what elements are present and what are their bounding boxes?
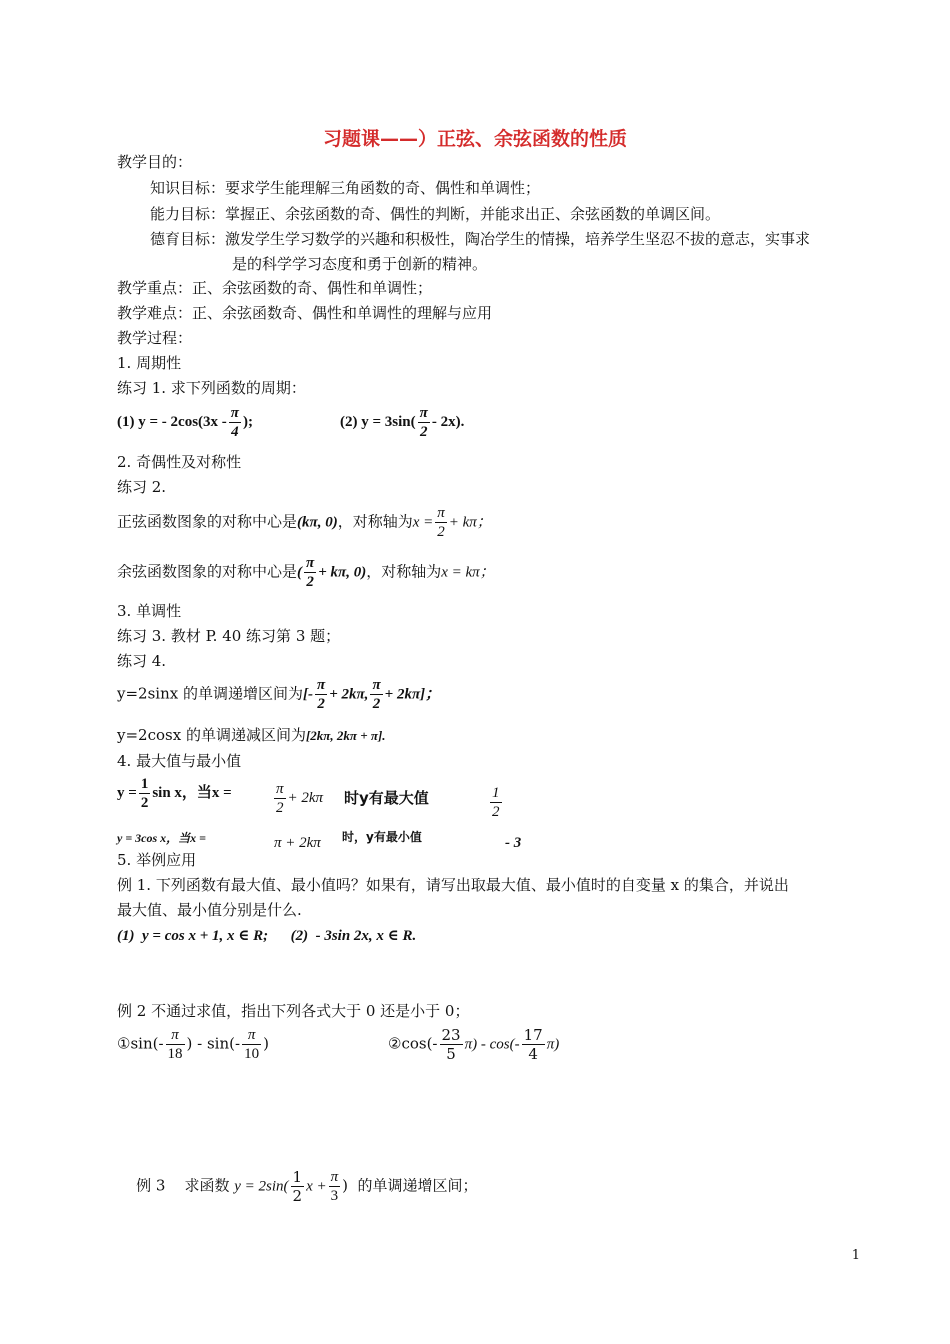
sin-symmetry-line: 正弦函数图象的对称中心是(kπ, 0)，对称轴为x = $\frac{\pi}{2}$ + kπ；: [117, 505, 492, 540]
section-3-heading: 3. 单调性: [117, 602, 182, 620]
section-5-heading: 5. 举例应用: [117, 851, 197, 869]
section-2-heading: 2. 奇偶性及对称性: [117, 453, 242, 471]
page-number: 1: [851, 1248, 860, 1263]
sin-increasing-interval: y=2sinx 的单调递增区间为[- $\frac{\pi}{2}$ + 2kπ, $\frac{\pi}{2}$ + 2kπ]；: [117, 677, 441, 712]
min-value-result: - 3: [505, 835, 522, 851]
max-value-when: 时y有最大值: [344, 789, 429, 807]
page-title: 习题课——）正弦、余弦函数的性质: [322, 128, 627, 150]
process-heading: 教学过程：: [117, 329, 193, 347]
cos-symmetry-line: 余弦函数图象的对称中心是( $\frac{\pi}{2}$ + kπ, 0)，对称轴为x = kπ；: [117, 555, 495, 590]
example-1-formulas: (1) y = cos x + 1, x ∈ R; (2) - 3sin 2x, x ∈ R.: [117, 928, 417, 944]
min-value-row: y = 3cos x，当x =: [117, 831, 206, 845]
example-2: 例 2 不通过求值，指出下列各式大于 0 还是小于 0；: [117, 1002, 470, 1020]
key-points: 教学重点：正、余弦函数的奇、偶性和单调性；: [117, 279, 433, 297]
goal-ability: 能力目标：掌握正、余弦函数的奇、偶性的判断，并能求出正、余弦函数的单调区间。: [150, 205, 721, 223]
exercise-1-formula-2: (2) y = 3sin( $\frac{\pi}{2}$ - 2x).: [340, 405, 465, 440]
difficulty: 教学难点：正、余弦函数奇、偶性和单调性的理解与应用: [117, 304, 493, 322]
min-value-x: π + 2kπ: [274, 835, 321, 851]
example-2-expr-1: ①sin(- $\frac{\pi}{18}$ ) - sin(- $\frac{\pi}{10}$ ): [117, 1027, 269, 1062]
example-3: 例 3 求函数 y = 2sin( $\frac{1}{2}$ x + $\frac{\pi}{3}$ ) 的单调递增区间；: [136, 1168, 478, 1205]
exercise-2: 练习 2.: [117, 478, 167, 496]
cos-decreasing-interval: y=2cosx 的单调递减区间为[2kπ, 2kπ + π].: [117, 726, 386, 744]
example-1-line1: 例 1. 下列函数有最大值、最小值吗？如果有，请写出取最大值、最小值时的自变量 x 的集合，并说出: [117, 876, 789, 894]
goals-heading: 教学目的：: [117, 153, 193, 171]
section-4-heading: 4. 最大值与最小值: [117, 752, 242, 770]
section-1-heading: 1. 周期性: [117, 354, 182, 372]
exercise-1-formula-1: (1) y = - 2cos(3x - $\frac{\pi}{4}$ );: [117, 405, 253, 440]
max-value-x: $\frac{\pi}{2}$ + 2kπ: [276, 781, 324, 816]
max-value-row: y = $\frac{1}{2}$ sin x，当x =: [117, 776, 232, 811]
example-1-line2: 最大值、最小值分别是什么.: [117, 901, 302, 919]
max-value-result: $\frac{1}{2}$: [492, 785, 500, 820]
example-2-expr-2: ②cos(- $\frac{23}{5}$ π) - cos(- $\frac{17}{4}$ π): [388, 1026, 560, 1063]
exercise-4: 练习 4.: [117, 652, 167, 670]
goal-knowledge: 知识目标：要求学生能理解三角函数的奇、偶性和单调性；: [150, 179, 541, 197]
goal-moral-line1: 德育目标：激发学生学习数学的兴趣和积极性，陶冶学生的情操，培养学生坚忍不拔的意志，实事求: [150, 230, 811, 248]
min-value-when: 时，y有最小值: [342, 830, 422, 844]
goal-moral-line2: 是的科学学习态度和勇于创新的精神。: [232, 255, 488, 273]
exercise-3: 练习 3. 教材 P. 40 练习第 3 题；: [117, 627, 341, 645]
exercise-1: 练习 1. 求下列函数的周期：: [117, 379, 306, 397]
